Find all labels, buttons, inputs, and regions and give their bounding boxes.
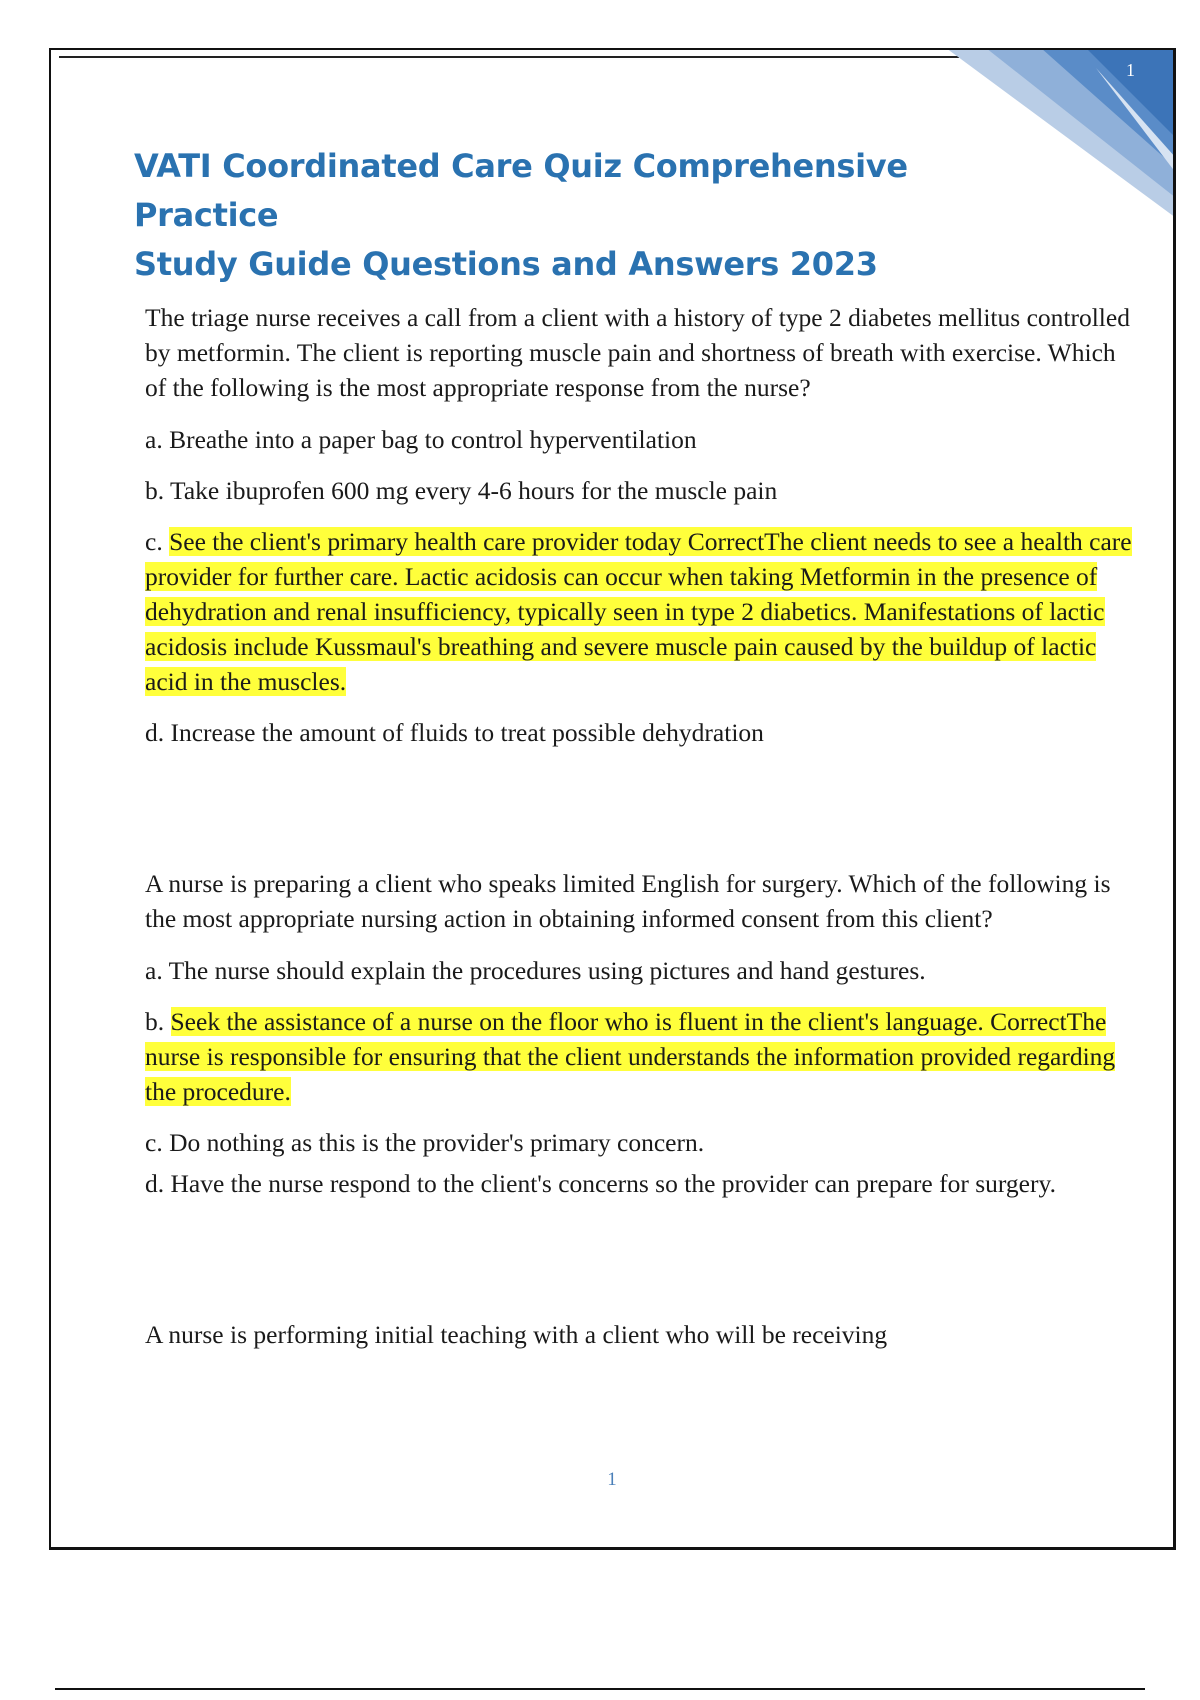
answer-option-a bbox=[145, 422, 1140, 457]
option-text: Take ibuprofen 600 mg every 4-6 hours for the muscle pain bbox=[170, 476, 778, 505]
document-title-line-1: VATI Coordinated Care Quiz Comprehensive Practice bbox=[134, 147, 908, 234]
answer-option-c bbox=[145, 1125, 1140, 1160]
option-prefix: a. bbox=[145, 425, 170, 454]
answer-option-a bbox=[145, 953, 1140, 988]
option-text: The nurse should explain the procedures using pictures and hand gestures. bbox=[168, 956, 926, 985]
header-page-number: 1 bbox=[1126, 60, 1135, 80]
option-prefix: d. bbox=[145, 718, 171, 747]
answer-option-d bbox=[145, 1166, 1140, 1201]
option-prefix: a. bbox=[145, 956, 169, 985]
question-stem: A nurse is performing initial teaching with a client who will be receiving bbox=[145, 1320, 888, 1349]
document-title-line-2: Study Guide Questions and Answers 2023 bbox=[134, 245, 878, 283]
option-prefix: d. bbox=[145, 1169, 171, 1198]
question-stem: A nurse is preparing a client who speaks limited English for surgery. Which of the following is the most appropriate nursing action in obtaining informed consent from this client? bbox=[145, 869, 1111, 933]
option-prefix: c. bbox=[145, 1128, 170, 1157]
question-stem: The triage nurse receives a call from a client with a history of type 2 diabetes mellitus controlled by metformin. The client is reporting muscle pain and shortness of breath with exercise. Which of the following is the most appropriate response from the nurse? bbox=[145, 303, 1130, 402]
option-prefix: b. bbox=[145, 1007, 171, 1036]
answer-option-c-correct bbox=[145, 524, 1140, 699]
option-text: Breathe into a paper bag to control hyperventilation bbox=[169, 425, 697, 454]
next-page-rule bbox=[55, 1688, 1145, 1690]
document-page bbox=[49, 48, 1176, 1550]
answer-option-b bbox=[145, 473, 1140, 508]
document-title bbox=[134, 142, 1034, 289]
option-prefix: b. bbox=[145, 476, 171, 505]
option-text: Increase the amount of fluids to treat possible dehydration bbox=[170, 718, 764, 747]
option-prefix: c. bbox=[145, 527, 170, 556]
document-body bbox=[145, 300, 1140, 1369]
highlighted-correct-answer: See the client's primary health care provider today CorrectThe client needs to see a health care provider for further care. Lactic acidosis can occur when taking Metformin in the presence of dehydration and renal insufficiency, typically seen in type 2 diabetics. Manifestations of lactic acidosis include Kussmaul's breathing and severe muscle pain caused by the buildup of lactic acid in the muscles. bbox=[145, 527, 1132, 696]
answer-option-b-correct bbox=[145, 1004, 1140, 1109]
answer-option-d bbox=[145, 715, 1140, 750]
header-rule bbox=[59, 56, 959, 58]
option-text: Have the nurse respond to the client's concerns so the provider can prepare for surgery. bbox=[170, 1169, 1056, 1198]
highlighted-correct-answer: Seek the assistance of a nurse on the floor who is fluent in the client's language. CorrectThe nurse is responsible for ensuring that the client understands the information provided regarding the procedure. bbox=[145, 1007, 1116, 1106]
option-text: Do nothing as this is the provider's primary concern. bbox=[169, 1128, 705, 1157]
footer-page-number: 1 bbox=[607, 1469, 617, 1490]
